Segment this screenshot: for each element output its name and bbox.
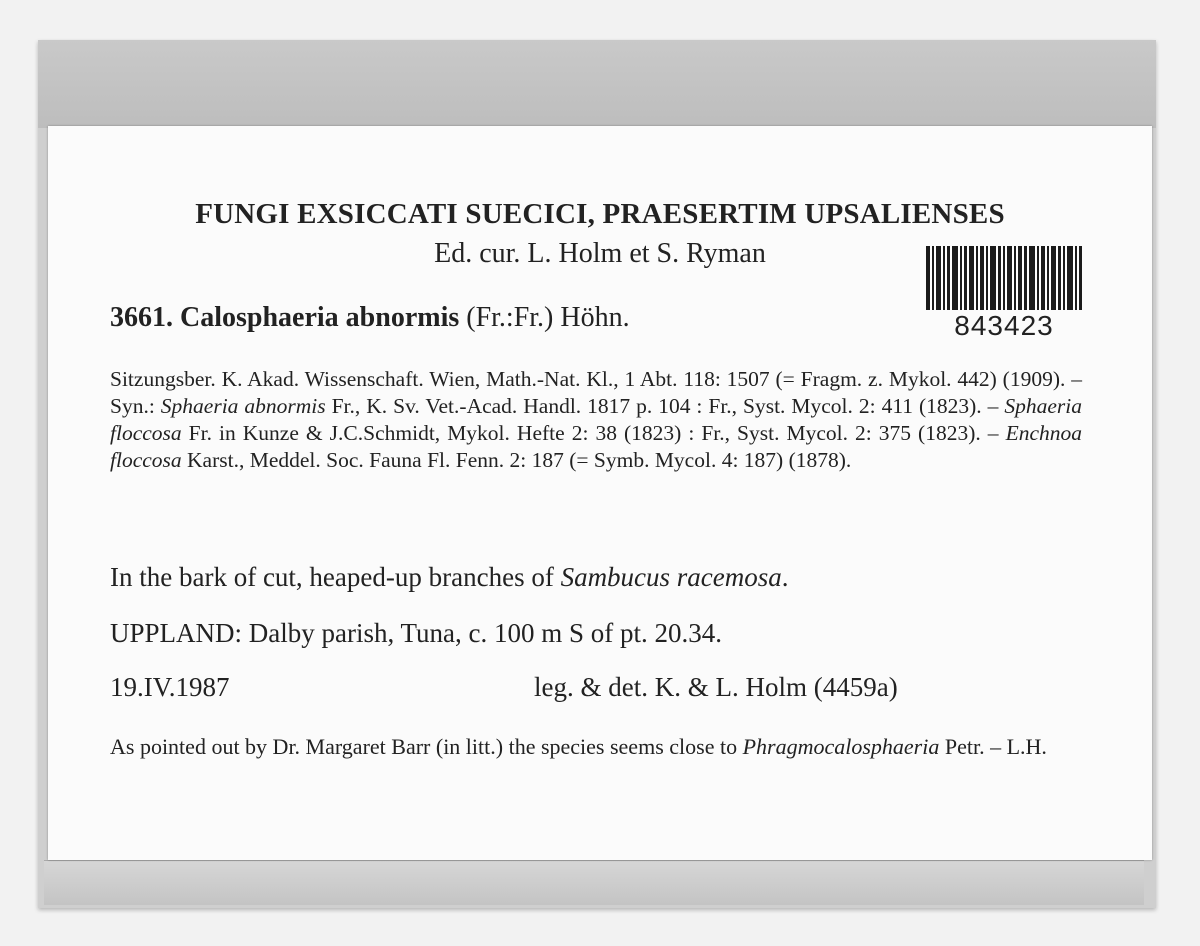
- habitat-line: [110, 562, 789, 593]
- reference-text: Fr. in Kunze & J.C.Schmidt, Mykol. Hefte 2: 38 (1823) : Fr., Syst. Mycol. 2: 375 (1823). –: [181, 421, 1006, 445]
- sheet-top-strip: [38, 40, 1156, 128]
- note-end: Petr. – L.H.: [939, 734, 1047, 759]
- specimen-label: [48, 126, 1152, 860]
- habitat-text: In the bark of cut, heaped-up branches of: [110, 562, 561, 592]
- collection-date: 19.IV.1987: [110, 672, 230, 702]
- synonym-name: Sphaeria abnormis: [160, 394, 326, 418]
- reference-text: Sitzungsber. K. Akad. Wissenschaft. Wien, Math.-Nat. Kl., 1 Abt. 118: 1507 (= Fragm. z. Mykol. 442) (1909). – Syn.:: [110, 367, 1082, 418]
- exsiccata-number: 3661.: [110, 302, 173, 333]
- note-text: As pointed out by Dr. Margaret Barr (in litt.) the species seems close to: [110, 734, 743, 759]
- species-authority: (Fr.:Fr.) Höhn.: [466, 302, 630, 333]
- synonym-name: Sphaeria floccosa: [110, 394, 1083, 445]
- locality-line: UPPLAND: Dalby parish, Tuna, c. 100 m S of pt. 20.34.: [110, 618, 723, 648]
- synonym-name: Enchnoa floccosa: [110, 421, 1082, 472]
- collector-line: leg. & det. K. & L. Holm (4459a): [534, 672, 898, 702]
- species-name: Calosphaeria abnormis: [180, 302, 460, 333]
- collection-title: FUNGI EXSICCATI SUECICI, PRAESERTIM UPSALIENSES: [195, 198, 1005, 230]
- references-paragraph: [110, 366, 1082, 474]
- note-genus: Phragmocalosphaeria: [742, 734, 940, 759]
- species-line: [110, 302, 630, 334]
- barcode-number: 843423: [954, 310, 1054, 341]
- habitat-end: .: [781, 562, 789, 592]
- barcode-image: [924, 244, 1084, 312]
- editors-line: Ed. cur. L. Holm et S. Ryman: [434, 238, 766, 269]
- reference-text: Fr., K. Sv. Vet.-Acad. Handl. 1817 p. 104 : Fr., Syst. Mycol. 2: 411 (1823). –: [325, 394, 1005, 418]
- note-paragraph: [110, 732, 1082, 761]
- host-name: Sambucus racemosa: [560, 562, 782, 592]
- reference-text: Karst., Meddel. Soc. Fauna Fl. Fenn. 2: 187 (= Symb. Mycol. 4: 187) (1878).: [181, 448, 852, 472]
- sheet-bottom-strip: [44, 860, 1144, 905]
